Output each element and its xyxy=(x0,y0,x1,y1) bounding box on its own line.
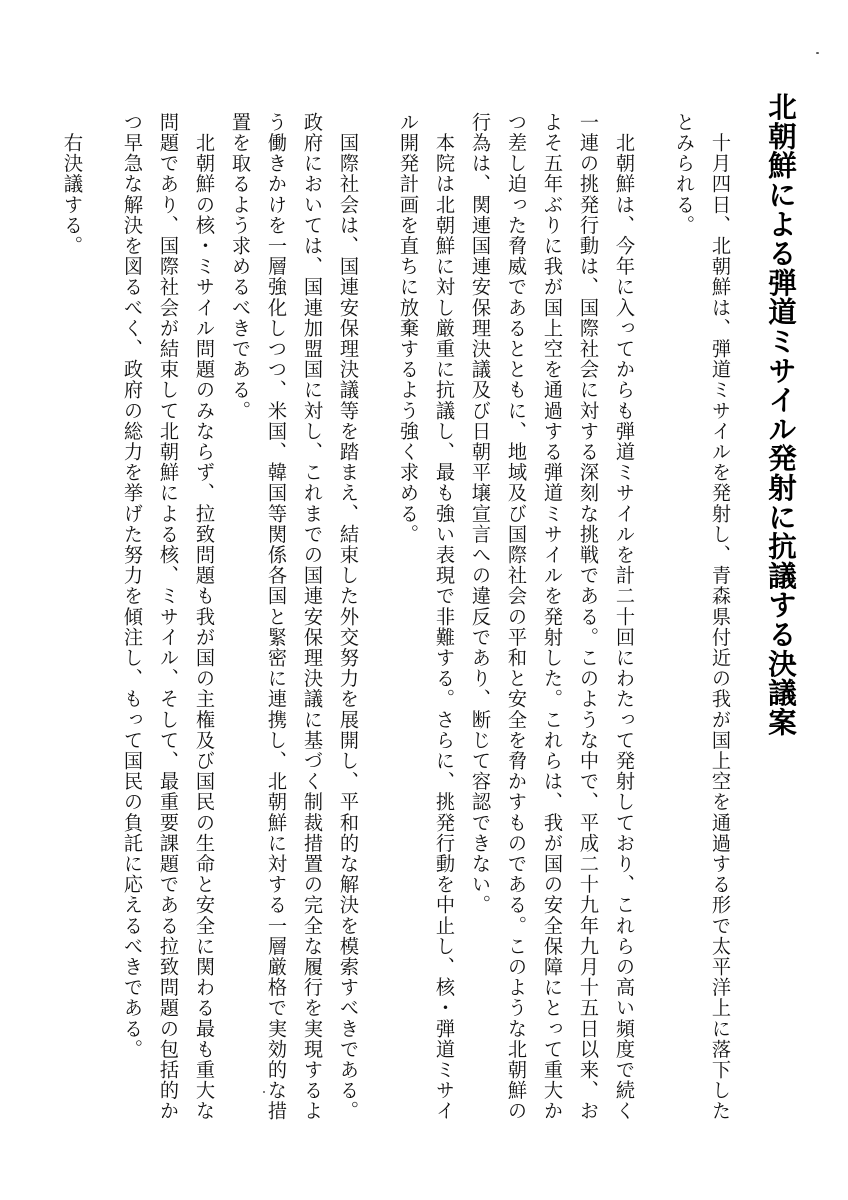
scan-speck xyxy=(816,52,819,54)
text-column: 右決議する。 xyxy=(61,112,84,257)
text-column: う働きかけを一層強化しつつ、米国、韓国等関係各国と緊密に連携し、北朝鮮に対する一層厳格で実効的な措 xyxy=(265,112,288,1122)
text-column: 一連の挑発行動は、国際社会に対する深刻な挑戦である。このような中で、平成二十九年九月十五日以来、お xyxy=(577,112,600,1122)
text-column: 問題であり、国際社会が結束して北朝鮮による核、ミサイル、そして、最重要課題である拉致問題の包括的か xyxy=(157,112,180,1122)
text-column: 政府においては、国連加盟国に対し、これまでの国連安保理決議に基づく制裁措置の完全な履行を実現するよ xyxy=(301,112,324,1122)
text-column: よそ五年ぶりに我が国上空を通過する弾道ミサイルを発射した。これらは、我が国の安全保障にとって重大か xyxy=(541,112,564,1122)
text-column: とみられる。 xyxy=(673,112,696,236)
text-column: 北朝鮮は、今年に入ってからも弾道ミサイルを計二十回にわたって発射しており、これらの高い頻度で続く xyxy=(613,112,636,1122)
text-column: 国際社会は、国連安保理決議等を踏まえ、結束した外交努力を展開し、平和的な解決を模索すべきである。 xyxy=(337,112,360,1122)
text-column: 置を取るよう求めるべきである。 xyxy=(229,112,252,421)
text-column: 行為は、関連国連安保理決議及び日朝平壌宣言への違反であり、断じて容認できない。 xyxy=(469,112,492,916)
text-column: ル開発計画を直ちに放棄するよう強く求める。 xyxy=(397,112,420,545)
text-column: 北朝鮮の核・ミサイル問題のみならず、拉致問題も我が国の主権及び国民の生命と安全に関わる最も重大な xyxy=(193,112,216,1122)
text-column: つ差し迫った脅威であるとともに、地域及び国際社会の平和と安全を脅かすものである。このような北朝鮮の xyxy=(505,112,528,1122)
text-column: 十月四日、北朝鮮は、弾道ミサイルを発射し、青森県付近の我が国上空を通過する形で太平洋上に落下した xyxy=(709,112,732,1122)
text-column: 本院は北朝鮮に対し厳重に抗議し、最も強い表現で非難する。さらに、挑発行動を中止し、核・弾道ミサイ xyxy=(433,112,456,1122)
scan-speck xyxy=(263,1091,265,1093)
text-column: つ早急な解決を図るべく、政府の総力を挙げた努力を傾注し、もって国民の負託に応えるべきである。 xyxy=(121,112,144,1060)
document-title: 北朝鮮による弾道ミサイル発射に抗議する決議案 xyxy=(764,92,797,737)
